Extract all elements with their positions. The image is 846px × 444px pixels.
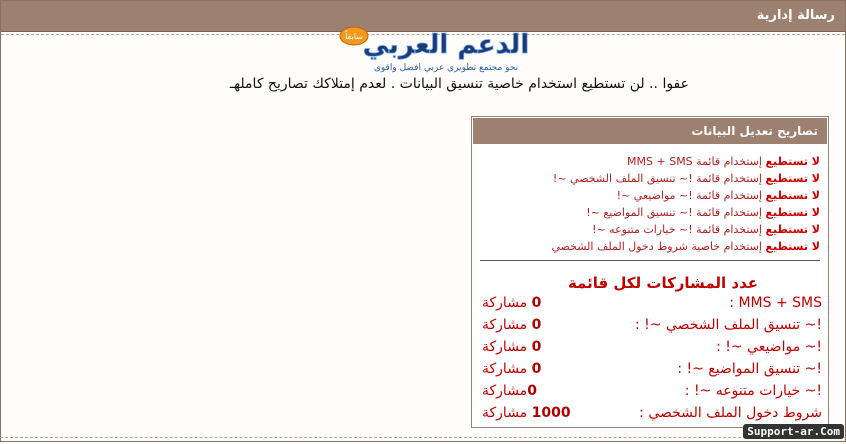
logo-subtitle: نحو مجتمع تطويري عربي افضل واقوى	[373, 63, 519, 73]
panel-title: تصاريح تعديل البيانات	[691, 124, 818, 138]
count-label: !~ تنسيق المواضيع ~! :	[677, 361, 822, 377]
count-label: !~ خيارات متنوعه ~! :	[684, 383, 822, 399]
count-label: MMS + SMS :	[729, 295, 822, 311]
header-title: رسالة إدارية	[756, 8, 835, 23]
rules-list	[480, 153, 820, 255]
rule-item: لا تستطيع إستخدام قائمة !~ مواضيعي ~!	[616, 189, 820, 202]
rule-item: لا تستطيع إستخدام قائمة !~ خيارات متنوعه ~!	[592, 223, 820, 236]
count-value: 0 مشاركة	[482, 339, 542, 355]
permissions-panel	[471, 116, 829, 428]
count-row	[482, 339, 822, 360]
logo-badge: سابقاً	[345, 32, 363, 41]
count-value: 1000 مشاركة	[482, 405, 571, 421]
watermark: Support-ar.Com	[743, 424, 844, 439]
count-value: 0 مشاركة	[482, 361, 542, 377]
count-row	[482, 295, 822, 316]
error-message: عفوا .. لن تستطيع استخدام خاصية تنسيق البيانات . لعدم إمتلاكك تصاريح كاملهـ	[229, 76, 689, 92]
count-row	[482, 361, 822, 382]
count-label: !~ مواضيعي ~! :	[716, 339, 822, 355]
count-row	[482, 317, 822, 338]
rule-item: لا تستطيع إستخدام قائمة !~ تنسيق الملف الشخصي ~!	[552, 172, 820, 185]
panel-divider	[480, 260, 820, 261]
count-row	[482, 405, 822, 426]
count-label: شروط دخول الملف الشخصي :	[639, 405, 822, 421]
count-value: 0 مشاركة	[482, 317, 542, 333]
rule-item: لا تستطيع إستخدام خاصية شروط دخول الملف الشخصي	[551, 240, 820, 253]
logo-main-text: الدعم العربي	[362, 30, 530, 60]
count-value: 0 مشاركة	[482, 295, 542, 311]
counts-title: عدد المشاركات لكل قائمة	[567, 274, 758, 292]
count-row	[482, 383, 822, 404]
panel-header	[472, 117, 828, 145]
logo-graphic	[336, 23, 536, 75]
footer-divider	[0, 437, 846, 438]
count-value: 0مشاركة	[482, 383, 537, 399]
rule-item: لا تستطيع إستخدام قائمة MMS + SMS	[627, 155, 820, 168]
rule-item: لا تستطيع إستخدام قائمة !~ تنسيق المواضيع ~!	[586, 206, 820, 219]
count-label: !~ تنسيق الملف الشخصي ~! :	[634, 317, 822, 333]
site-logo[interactable]	[336, 23, 536, 75]
